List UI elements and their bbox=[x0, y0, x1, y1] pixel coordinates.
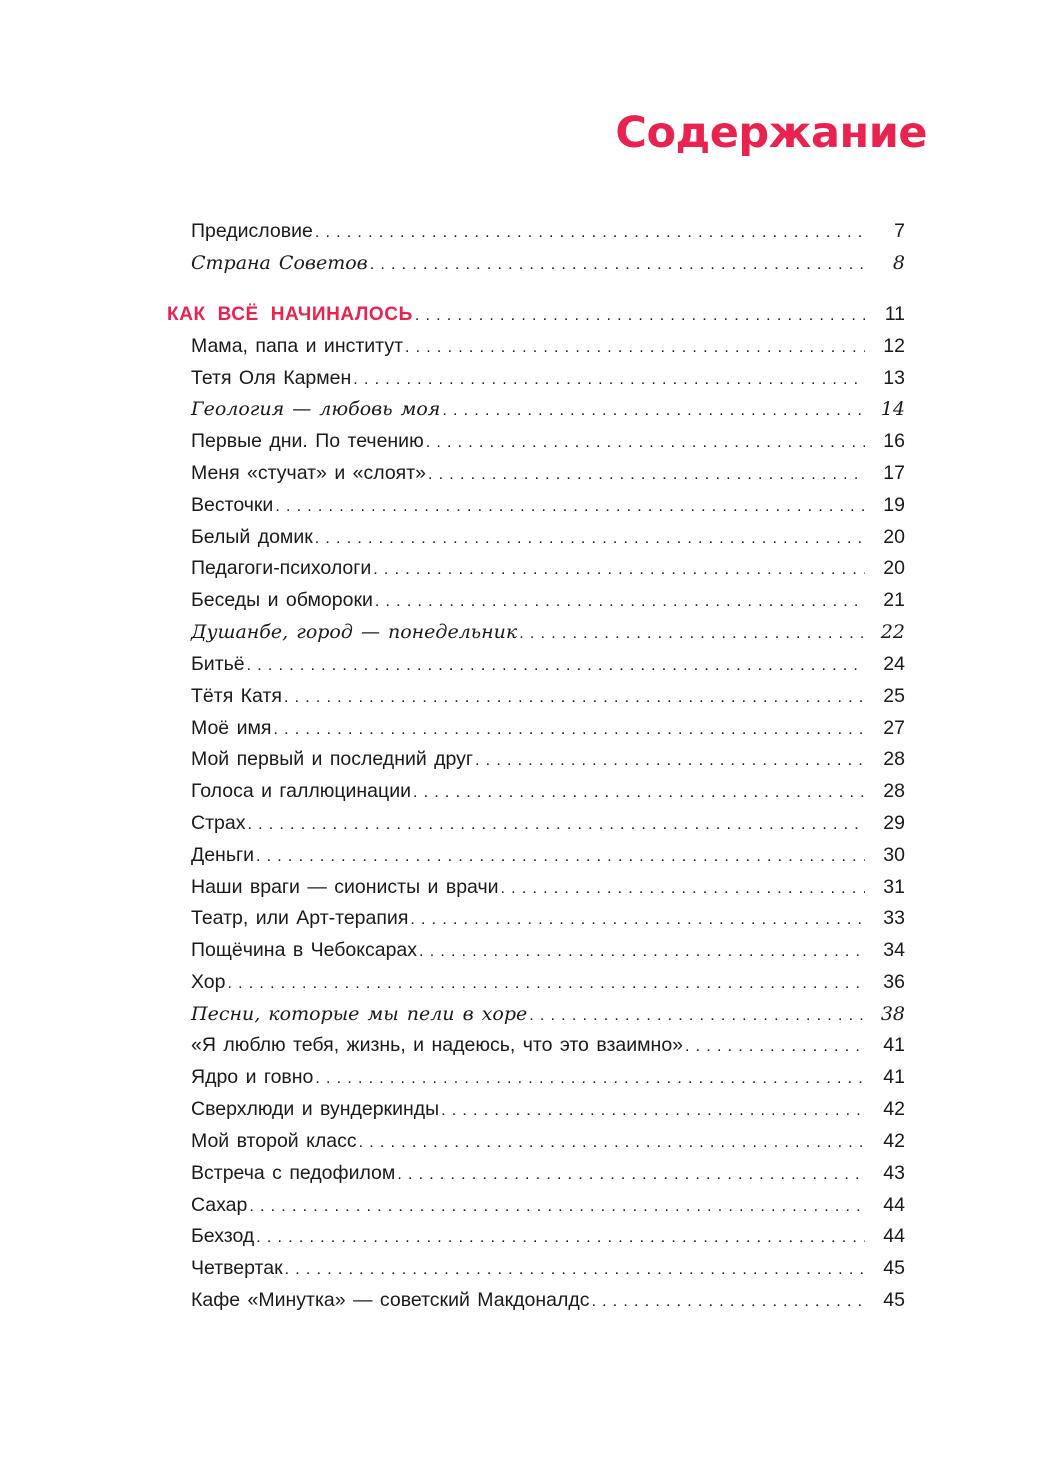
toc-entry-page: 43 bbox=[883, 1162, 905, 1184]
toc-entry-page: 42 bbox=[883, 1130, 905, 1152]
dot-leader bbox=[315, 523, 865, 555]
toc-entry-page: 14 bbox=[880, 398, 905, 420]
toc-entry-page: 12 bbox=[883, 335, 905, 357]
toc-entry-title: Моё имя bbox=[191, 717, 272, 739]
dot-leader bbox=[284, 682, 865, 714]
toc-entry-title: Белый домик bbox=[191, 526, 313, 548]
dot-leader bbox=[405, 332, 865, 364]
toc-entry-title: «Я люблю тебя, жизнь, и надеюсь, что это взаимно» bbox=[191, 1034, 684, 1056]
dot-leader bbox=[256, 841, 865, 873]
toc-entry-page: 19 bbox=[883, 494, 905, 516]
toc-entry[interactable] bbox=[191, 584, 905, 616]
dot-leader bbox=[353, 364, 865, 396]
dot-leader bbox=[419, 936, 865, 968]
toc-entry-title: Ядро и говно bbox=[191, 1066, 314, 1088]
dot-leader bbox=[428, 459, 865, 491]
toc-entry[interactable] bbox=[191, 1220, 905, 1252]
toc-entry-title: Пощёчина в Чебоксарах bbox=[191, 939, 418, 961]
dot-leader bbox=[415, 300, 865, 332]
toc-entry-page: 44 bbox=[883, 1225, 905, 1247]
toc-entry[interactable] bbox=[191, 616, 905, 648]
dot-leader bbox=[315, 217, 865, 249]
toc-entry[interactable] bbox=[191, 1189, 905, 1221]
dot-leader bbox=[273, 714, 865, 746]
toc-entry[interactable] bbox=[191, 457, 905, 489]
toc-entry-title: Деньги bbox=[191, 844, 254, 866]
toc-entry-page: 22 bbox=[880, 621, 905, 643]
dot-leader bbox=[426, 427, 865, 459]
toc-entry-title: Мой второй класс bbox=[191, 1130, 357, 1152]
page-title: Содержание bbox=[615, 108, 927, 158]
toc-entry-page: 17 bbox=[883, 462, 905, 484]
toc-entry[interactable] bbox=[191, 871, 905, 903]
toc-entry-page: 8 bbox=[892, 252, 905, 274]
dot-leader bbox=[285, 1254, 865, 1286]
toc-entry-title: Встреча с педофилом bbox=[191, 1162, 396, 1184]
toc-entry[interactable] bbox=[191, 1125, 905, 1157]
dot-leader bbox=[370, 249, 865, 281]
dot-leader bbox=[529, 1000, 865, 1032]
toc-entry[interactable] bbox=[191, 393, 905, 425]
toc-entry-title: Четвертак bbox=[191, 1257, 283, 1279]
toc-entry-title: Страх bbox=[191, 812, 246, 834]
toc-entry-title: Предисловие bbox=[191, 220, 313, 242]
toc-entry-page: 44 bbox=[883, 1194, 905, 1216]
toc-entry[interactable] bbox=[191, 743, 905, 775]
toc-entry-page: 24 bbox=[883, 653, 905, 675]
toc-entry-title: Бехзод bbox=[191, 1225, 255, 1247]
toc-entry-title: Сверхлюди и вундеркинды bbox=[191, 1098, 440, 1120]
toc-entry-title: Мама, папа и институт bbox=[191, 335, 403, 357]
toc-entry[interactable] bbox=[191, 1029, 905, 1061]
toc-entry-title: Хор bbox=[191, 971, 226, 993]
toc-entry-page: 25 bbox=[883, 685, 905, 707]
toc-entry-title: Педагоги-психологи bbox=[191, 557, 372, 579]
toc-entry-page: 21 bbox=[883, 589, 905, 611]
dot-leader bbox=[375, 586, 865, 618]
toc-entry-title: Первые дни. По течению bbox=[191, 430, 424, 452]
toc-entry-title: Страна Советов bbox=[191, 252, 368, 274]
toc-entry-page: 45 bbox=[883, 1289, 905, 1311]
toc-entry-title: Театр, или Арт-терапия bbox=[191, 907, 409, 929]
toc-entry[interactable] bbox=[191, 775, 905, 807]
dot-leader bbox=[685, 1031, 865, 1063]
toc-entry-page: 7 bbox=[894, 220, 905, 242]
toc-entry[interactable] bbox=[191, 362, 905, 394]
toc-entry[interactable] bbox=[191, 521, 905, 553]
dot-leader bbox=[441, 1095, 865, 1127]
toc-entry-title: Кафе «Минутка» — советский Макдоналдс bbox=[191, 1289, 590, 1311]
toc-entry[interactable] bbox=[191, 1284, 905, 1316]
toc-entry-page: 31 bbox=[883, 876, 905, 898]
toc-entry[interactable] bbox=[191, 648, 905, 680]
dot-leader bbox=[373, 554, 865, 586]
dot-leader bbox=[410, 904, 865, 936]
toc-entry[interactable] bbox=[191, 1061, 905, 1093]
toc-entry-page: 41 bbox=[883, 1034, 905, 1056]
dot-leader bbox=[315, 1063, 865, 1095]
toc-entry[interactable] bbox=[191, 1157, 905, 1189]
dot-leader bbox=[227, 968, 865, 1000]
toc-entry[interactable] bbox=[191, 839, 905, 871]
toc-entry[interactable] bbox=[191, 552, 905, 584]
toc-entry-title: Душанбе, город — понедельник bbox=[191, 621, 518, 643]
toc-entry-page: 16 bbox=[883, 430, 905, 452]
dot-leader bbox=[359, 1127, 865, 1159]
dot-leader bbox=[591, 1286, 865, 1318]
toc-entry-page: 42 bbox=[883, 1098, 905, 1120]
toc-entry[interactable] bbox=[191, 425, 905, 457]
toc-entry[interactable] bbox=[191, 966, 905, 998]
toc-entry-page: 28 bbox=[883, 748, 905, 770]
toc-section[interactable] bbox=[167, 298, 905, 330]
toc-entry[interactable] bbox=[191, 680, 905, 712]
toc-entry[interactable] bbox=[191, 934, 905, 966]
toc-entry[interactable] bbox=[191, 998, 905, 1030]
dot-leader bbox=[249, 1191, 865, 1223]
toc-entry-title: Меня «стучат» и «слоят» bbox=[191, 462, 427, 484]
toc-entry-title: Беседы и обмороки bbox=[191, 589, 373, 611]
toc-entry[interactable] bbox=[191, 807, 905, 839]
toc-entry-page: 28 bbox=[883, 780, 905, 802]
toc-entry-page: 33 bbox=[883, 907, 905, 929]
toc-entry-title: Тетя Оля Кармен bbox=[191, 367, 352, 389]
toc-entry[interactable] bbox=[191, 1252, 905, 1284]
toc-entry-title: Мой первый и последний друг bbox=[191, 748, 474, 770]
toc-entry[interactable] bbox=[191, 712, 905, 744]
toc-entry-page: 29 bbox=[883, 812, 905, 834]
toc-entry-page: 45 bbox=[883, 1257, 905, 1279]
dot-leader bbox=[501, 873, 865, 905]
dot-leader bbox=[413, 777, 865, 809]
toc-entry[interactable] bbox=[191, 902, 905, 934]
dot-leader bbox=[275, 491, 865, 523]
toc-entry[interactable] bbox=[191, 247, 905, 279]
dot-leader bbox=[475, 745, 865, 777]
toc-entry[interactable] bbox=[191, 1093, 905, 1125]
toc-entry-page: 34 bbox=[883, 939, 905, 961]
toc-entry-title: Голоса и галлюцинации bbox=[191, 780, 411, 802]
toc-entry-title: Битьё bbox=[191, 653, 245, 675]
toc-entry-title: Геология — любовь моя bbox=[191, 398, 441, 420]
toc-entry[interactable] bbox=[191, 215, 905, 247]
dot-leader bbox=[397, 1159, 865, 1191]
dot-leader bbox=[247, 650, 865, 682]
toc-entry-page: 13 bbox=[883, 367, 905, 389]
toc-entry-page: 27 bbox=[883, 717, 905, 739]
toc-entry-title: Весточки bbox=[191, 494, 274, 516]
toc-entry[interactable] bbox=[191, 489, 905, 521]
toc-entry-page: 36 bbox=[883, 971, 905, 993]
toc-entry-page: 30 bbox=[883, 844, 905, 866]
toc-entry-title: Песни, которые мы пели в хоре bbox=[191, 1003, 528, 1025]
toc-entry-title: Тётя Катя bbox=[191, 685, 282, 707]
toc-entry[interactable] bbox=[191, 330, 905, 362]
toc-entry-page: 20 bbox=[883, 526, 905, 548]
toc-section-title: КАК ВСЁ НАЧИНАЛОСЬ bbox=[167, 304, 413, 325]
toc-entry-title: Наши враги — сионисты и врачи bbox=[191, 876, 499, 898]
toc-entry-page: 41 bbox=[883, 1066, 905, 1088]
dot-leader bbox=[256, 1222, 865, 1254]
toc-entry-page: 20 bbox=[883, 557, 905, 579]
dot-leader bbox=[247, 809, 865, 841]
toc-entry-title: Сахар bbox=[191, 1194, 248, 1216]
toc-entry-page: 38 bbox=[880, 1003, 905, 1025]
toc-entry-page: 11 bbox=[884, 303, 905, 325]
dot-leader bbox=[442, 395, 864, 427]
dot-leader bbox=[519, 618, 865, 650]
